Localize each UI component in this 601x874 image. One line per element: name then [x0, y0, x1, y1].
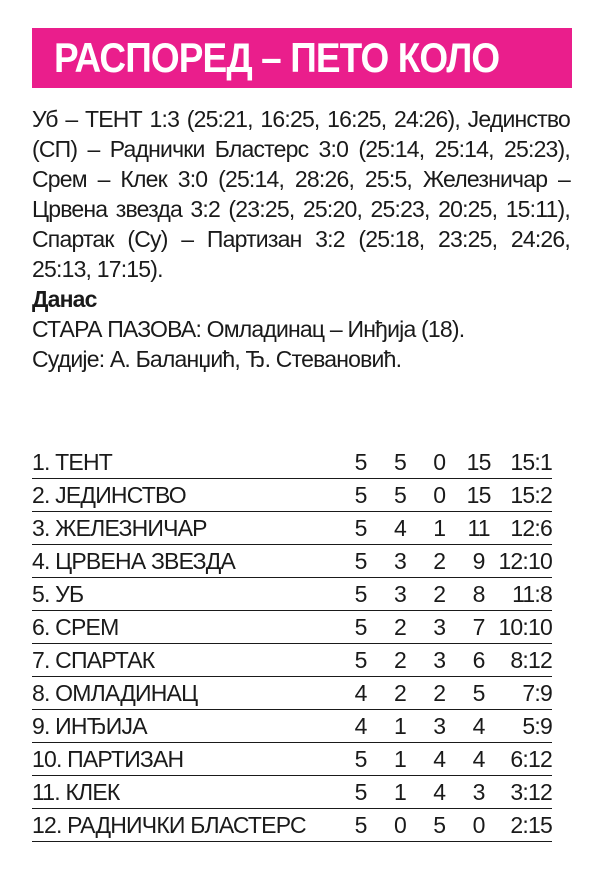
standings-table — [32, 446, 552, 842]
table-row — [32, 743, 552, 776]
played-count: 5 — [341, 809, 380, 842]
played-count: 5 — [341, 611, 380, 644]
sets-ratio: 3:12 — [498, 776, 552, 809]
team-name: 11. КЛЕК — [32, 776, 341, 809]
played-count: 5 — [341, 776, 380, 809]
won-count: 1 — [380, 776, 419, 809]
table-row — [32, 479, 552, 512]
lost-count: 4 — [420, 743, 459, 776]
table-row — [32, 710, 552, 743]
points-count: 15 — [459, 446, 499, 479]
page-title: РАСПОРЕД – ПЕТО КОЛО — [54, 34, 500, 81]
points-count: 8 — [459, 578, 499, 611]
won-count: 1 — [380, 710, 419, 743]
team-name: 5. УБ — [32, 578, 341, 611]
today-heading: Данас — [32, 286, 97, 312]
points-count: 4 — [459, 710, 499, 743]
won-count: 0 — [380, 809, 419, 842]
lost-count: 0 — [420, 446, 459, 479]
lost-count: 5 — [420, 809, 459, 842]
sets-ratio: 2:15 — [498, 809, 552, 842]
points-count: 7 — [459, 611, 499, 644]
lost-count: 3 — [420, 611, 459, 644]
table-row — [32, 512, 552, 545]
played-count: 5 — [341, 644, 380, 677]
played-count: 5 — [341, 479, 380, 512]
lost-count: 4 — [420, 776, 459, 809]
won-count: 3 — [380, 578, 419, 611]
won-count: 3 — [380, 545, 419, 578]
lost-count: 2 — [420, 578, 459, 611]
lost-count: 1 — [420, 512, 459, 545]
won-count: 2 — [380, 644, 419, 677]
won-count: 2 — [380, 677, 419, 710]
team-name: 4. ЦРВЕНА ЗВЕЗДА — [32, 545, 341, 578]
points-count: 9 — [459, 545, 499, 578]
referees: Судије: А. Баланџић, Ђ. Стевановић. — [32, 346, 402, 372]
sets-ratio: 15:1 — [498, 446, 552, 479]
points-count: 0 — [459, 809, 499, 842]
played-count: 5 — [341, 446, 380, 479]
table-row — [32, 776, 552, 809]
table-row — [32, 578, 552, 611]
points-count: 11 — [459, 512, 499, 545]
won-count: 5 — [380, 446, 419, 479]
results-paragraph: Уб – ТЕНТ 1:3 (25:21, 16:25, 16:25, 24:26), Јединство (СП) – Раднички Бластерс 3:0 (25:14, 25:14, 25:23), Срем – Клек 3:0 (25:14, 28:26, 25:5, Железничар – Црвена звезда 3:2 (23:25, 25:20, 25:23, 20:25, 15:11), Спартак (Су) – Партизан 3:2 (25:18, 23:25, 24:26, 25:13, 17:15). — [32, 106, 570, 282]
played-count: 5 — [341, 743, 380, 776]
table-row — [32, 809, 552, 842]
today-match: СТАРА ПАЗОВА: Омладинац – Инђија (18). — [32, 316, 465, 342]
table-row — [32, 677, 552, 710]
points-count: 4 — [459, 743, 499, 776]
sets-ratio: 6:12 — [498, 743, 552, 776]
points-count: 5 — [459, 677, 499, 710]
sets-ratio: 12:6 — [498, 512, 552, 545]
won-count: 4 — [380, 512, 419, 545]
team-name: 8. ОМЛАДИНАЦ — [32, 677, 341, 710]
won-count: 1 — [380, 743, 419, 776]
sets-ratio: 8:12 — [498, 644, 552, 677]
played-count: 4 — [341, 677, 380, 710]
team-name: 10. ПАРТИЗАН — [32, 743, 341, 776]
team-name: 2. ЈЕДИНСТВО — [32, 479, 341, 512]
points-count: 15 — [459, 479, 499, 512]
lost-count: 2 — [420, 677, 459, 710]
table-row — [32, 644, 552, 677]
table-row — [32, 545, 552, 578]
team-name: 12. РАДНИЧКИ БЛАСТЕРС — [32, 809, 341, 842]
team-name: 9. ИНЂИЈА — [32, 710, 341, 743]
played-count: 5 — [341, 512, 380, 545]
team-name: 7. СПАРТАК — [32, 644, 341, 677]
table-row — [32, 446, 552, 479]
played-count: 5 — [341, 578, 380, 611]
played-count: 5 — [341, 545, 380, 578]
lost-count: 3 — [420, 644, 459, 677]
sets-ratio: 15:2 — [498, 479, 552, 512]
lost-count: 2 — [420, 545, 459, 578]
sets-ratio: 12:10 — [498, 545, 552, 578]
sets-ratio: 5:9 — [498, 710, 552, 743]
points-count: 6 — [459, 644, 499, 677]
points-count: 3 — [459, 776, 499, 809]
sets-ratio: 7:9 — [498, 677, 552, 710]
played-count: 4 — [341, 710, 380, 743]
results-block — [32, 104, 570, 374]
team-name: 1. ТЕНТ — [32, 446, 341, 479]
table-row — [32, 611, 552, 644]
lost-count: 3 — [420, 710, 459, 743]
lost-count: 0 — [420, 479, 459, 512]
won-count: 5 — [380, 479, 419, 512]
team-name: 3. ЖЕЛЕЗНИЧАР — [32, 512, 341, 545]
won-count: 2 — [380, 611, 419, 644]
title-banner — [32, 28, 572, 88]
team-name: 6. СРЕМ — [32, 611, 341, 644]
sets-ratio: 11:8 — [498, 578, 552, 611]
sets-ratio: 10:10 — [498, 611, 552, 644]
